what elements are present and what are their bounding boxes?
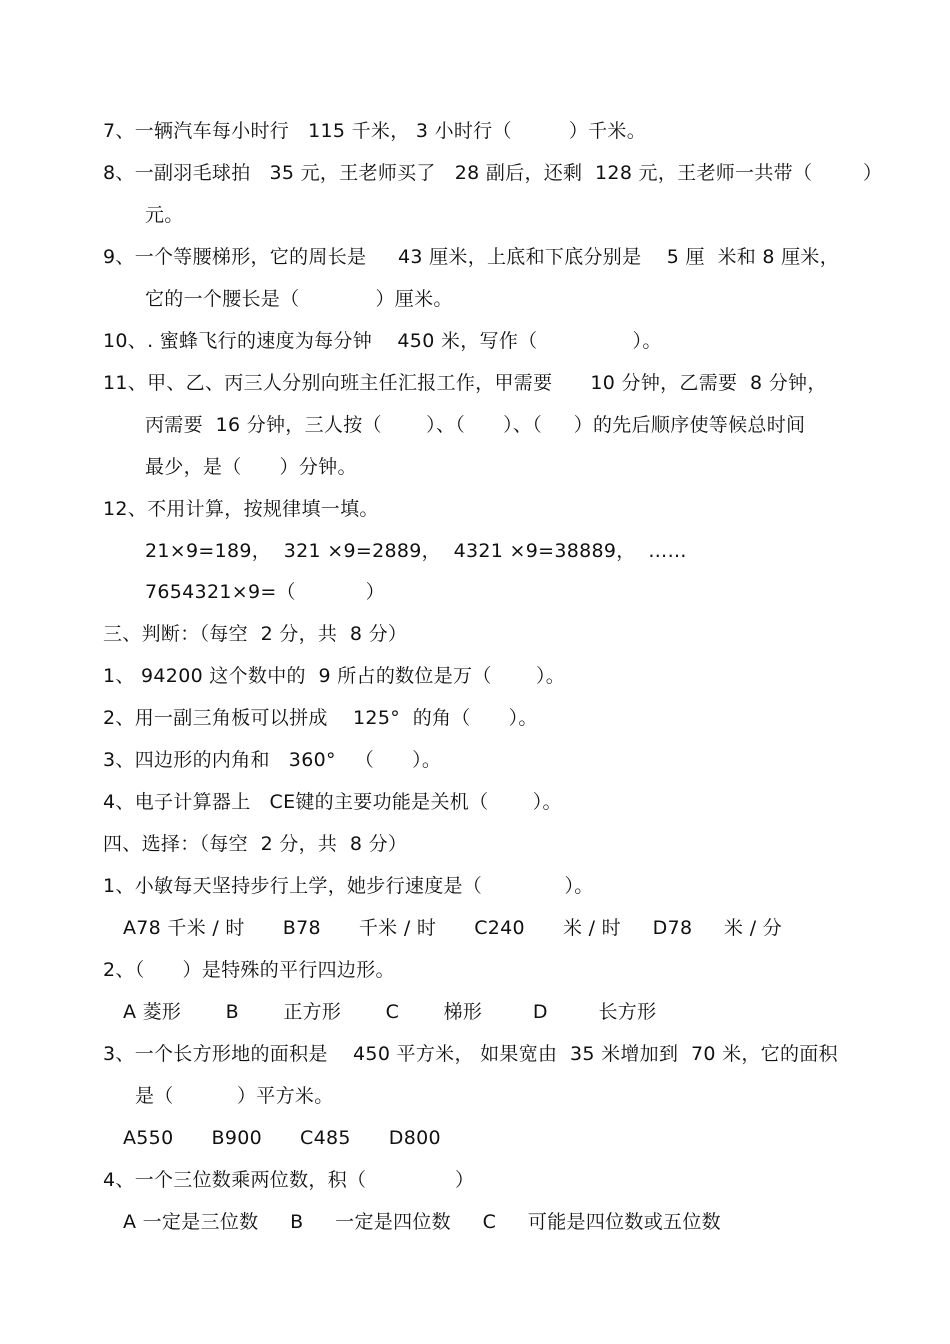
section-3-heading: 三、判断：（每空 2 分，共 8 分）: [103, 623, 408, 645]
choice-1-options: A78 千米 / 时 B78 千米 / 时 C240 米 / 时 D78 米 / 分: [123, 917, 783, 939]
question-12: 12、不用计算，按规律填一填。: [103, 498, 379, 520]
question-12-pattern: 21×9=189， 321 ×9=2889， 4321 ×9=38889， ……: [145, 540, 687, 562]
question-8: 8、一副羽毛球拍 35 元，王老师买了 28 副后，还剩 128 元，王老师一共带（ ）: [103, 162, 883, 184]
question-12-answer: 7654321×9=（ ）: [145, 581, 385, 603]
judge-3: 3、四边形的内角和 360° （ ）。: [103, 749, 442, 771]
question-9-cont: 它的一个腰长是（ ）厘米。: [145, 288, 453, 310]
question-8-cont: 元。: [145, 204, 184, 226]
choice-3-options: A550 B900 C485 D800: [123, 1127, 441, 1149]
judge-1: 1、 94200 这个数中的 9 所占的数位是万（ ）。: [103, 665, 566, 687]
question-11-cont-2: 最少，是（ ）分钟。: [145, 456, 357, 478]
choice-3: 3、一个长方形地的面积是 450 平方米， 如果宽由 35 米增加到 70 米，它的面积: [103, 1043, 838, 1065]
question-11-cont-1: 丙需要 16 分钟，三人按（ ）、（ ）、（ ）的先后顺序使等候总时间: [145, 414, 806, 436]
choice-2-options: A 菱形 B 正方形 C 梯形 D 长方形: [123, 1001, 657, 1023]
choice-1: 1、小敏每天坚持步行上学，她步行速度是（ ）。: [103, 875, 594, 897]
question-11: 11、甲、乙、丙三人分别向班主任汇报工作，甲需要 10 分钟，乙需要 8 分钟，: [103, 372, 827, 394]
question-9: 9、一个等腰梯形，它的周长是 43 厘米，上底和下底分别是 5 厘 米和 8 厘米，: [103, 246, 840, 268]
choice-4-options: A 一定是三位数 B 一定是四位数 C 可能是四位数或五位数: [123, 1211, 721, 1233]
judge-4: 4、电子计算器上 CE键的主要功能是关机（ ）。: [103, 791, 562, 813]
choice-4: 4、一个三位数乘两位数，积（ ）: [103, 1169, 475, 1191]
choice-3-cont: 是（ ）平方米。: [135, 1085, 334, 1107]
question-10: 10、. 蜜蜂飞行的速度为每分钟 450 米，写作（ ）。: [103, 330, 662, 352]
question-7: 7、一辆汽车每小时行 115 千米， 3 小时行（ ）千米。: [103, 120, 647, 142]
judge-2: 2、用一副三角板可以拼成 125° 的角（ ）。: [103, 707, 538, 729]
section-4-heading: 四、选择：（每空 2 分，共 8 分）: [103, 833, 408, 855]
choice-2: 2、（ ）是特殊的平行四边形。: [103, 959, 395, 981]
